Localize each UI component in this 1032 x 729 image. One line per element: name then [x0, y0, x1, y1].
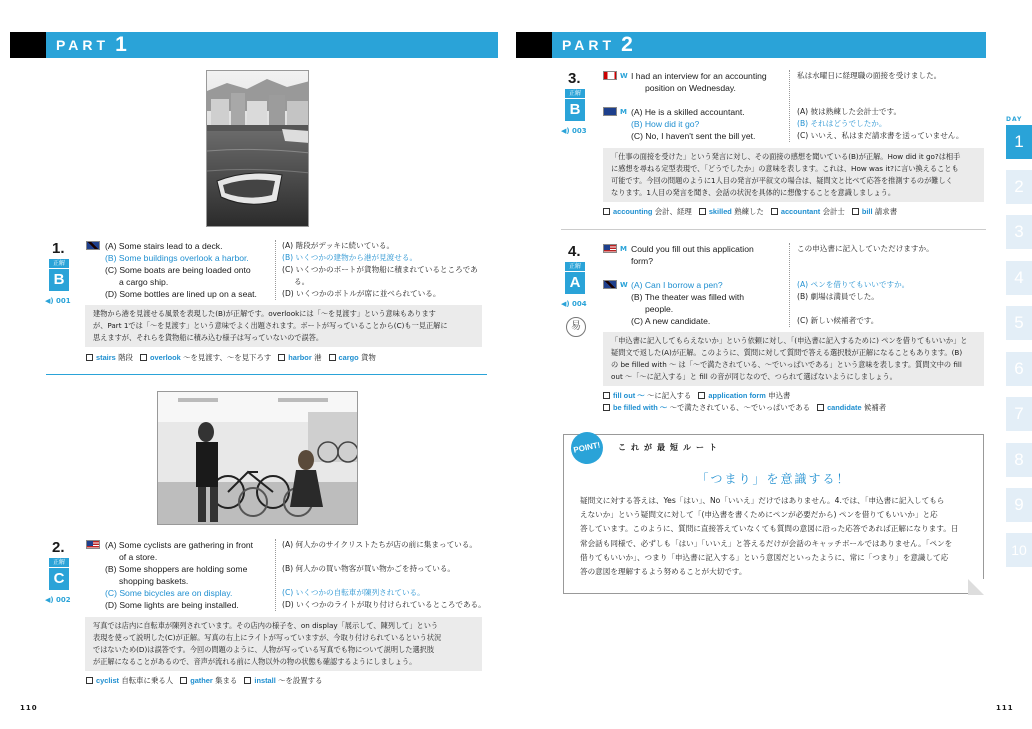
- correct-label: 正解: [49, 259, 69, 268]
- vocab-meaning: 会計士: [822, 207, 845, 216]
- bicycle-shop-photo: [157, 391, 358, 525]
- track-number: 004: [572, 300, 587, 308]
- explanation-line: 疑問文で返した(A)が正解。このように、質問に対して質問で答える選択肢が正解になることもあります。(B): [611, 348, 963, 357]
- q4-choice-b: (B) The theater was filled with: [631, 292, 745, 302]
- q1-choice-a: (A) Some stairs lead to a deck.: [105, 241, 223, 251]
- q3-translation-c: (C) いいえ、私はまだ請求書を送っていません。: [797, 131, 964, 140]
- vocab-meaning: 階段: [118, 353, 133, 362]
- q4-choice-a: (A) Can I borrow a pen?: [631, 280, 723, 290]
- vocab-checkbox[interactable]: [603, 392, 610, 399]
- q3-explanation: [603, 148, 984, 202]
- point-title: 「つまり」を意識する！: [696, 472, 851, 486]
- question-number: 3.: [568, 70, 581, 87]
- q3-vocab: [603, 206, 897, 218]
- q1-translation-d: (D) いくつかのボトルが席に並べられている。: [282, 289, 441, 298]
- explanation-line: 思えますが、それらを貨物船に積み込む様子は写っていないので誤答。: [93, 333, 324, 342]
- q2-vocab: [86, 675, 322, 687]
- speaker-gender: W: [620, 281, 628, 289]
- day-tab-3[interactable]: 3: [1006, 215, 1032, 249]
- column-divider: [789, 70, 790, 142]
- vocab-checkbox[interactable]: [86, 677, 93, 684]
- day-tab-5[interactable]: 5: [1006, 306, 1032, 340]
- explanation-line: の be filled with 〜 は「〜で満たされている、〜でいっぱいである」という意味を表します。質問文中の fill: [611, 360, 962, 369]
- audio-track[interactable]: ◀) 003: [561, 127, 587, 135]
- point-label: これが最短ルート: [618, 443, 722, 452]
- explanation-line: 表現を使って説明した(C)が正解。写真の右上にライトが写っていますが、今取り付けられているという状況: [93, 633, 442, 642]
- question-number: 2.: [52, 539, 65, 556]
- correct-label: 正解: [565, 89, 585, 98]
- column-divider: [789, 243, 790, 327]
- q3-choice-b: (B) How did it go?: [631, 119, 700, 129]
- speaker-gender: M: [620, 108, 627, 116]
- point-body-line: 疑問文に対する答えは、Yes「はい」、No「いいえ」だけではありません。4.では、「申込書に記入してもら: [580, 496, 945, 505]
- vocab-checkbox[interactable]: [86, 354, 93, 361]
- q1-translation-c: (C) いくつかのボートが貨物船に積まれているところであ: [282, 265, 478, 274]
- q4-question: Could you fill out this application: [631, 244, 754, 254]
- vocab-checkbox[interactable]: [699, 208, 706, 215]
- difficulty-easy-icon: 易: [566, 317, 586, 337]
- page-number-left: 110: [20, 704, 38, 712]
- part-word: PART: [562, 37, 616, 53]
- explanation-line: 写真では店内に自転車が陳列されています。その店内の様子を、on display「展示して、陳列して」という: [93, 621, 439, 630]
- q1-translation-c-cont: る。: [294, 277, 310, 286]
- q1-choice-d: (D) Some bottles are lined up on a seat.: [105, 289, 257, 299]
- q2-choice-b: (B) Some shoppers are holding some: [105, 564, 248, 574]
- section-divider: [46, 374, 487, 375]
- vocab-word: be filled with 〜: [613, 403, 668, 412]
- vocab-meaning: 集まる: [215, 676, 238, 685]
- explanation-line: が正解になることがあるので、音声が流れる前に人物以外の物の状態も確認するようにしましょう。: [93, 657, 417, 666]
- part1-header: [10, 32, 498, 58]
- vocab-word: bill: [861, 207, 873, 216]
- day-tab-4[interactable]: 4: [1006, 261, 1032, 295]
- q1-choice-c-cont: a cargo ship.: [119, 277, 169, 287]
- q4-question-translation: この申込書に記入していただけますか。: [797, 244, 934, 253]
- vocab-checkbox[interactable]: [698, 392, 705, 399]
- vocab-meaning: 請求書: [874, 207, 898, 216]
- us-flag-icon: [86, 540, 100, 549]
- part2-header: [516, 32, 986, 58]
- q3-choice-c: (C) No, I haven't sent the bill yet.: [631, 131, 756, 141]
- q2-translation-a: (A) 何人かのサイクリストたちが店の前に集まっている。: [282, 540, 477, 549]
- q2-translation-b: (B) 何人かの買い物客が買い物かごを持っている。: [282, 564, 456, 573]
- q1-choice-c: (C) Some boats are being loaded onto: [105, 265, 251, 275]
- explanation-line: 建物から港を見渡せる風景を表現した(B)が正解です。overlookには「〜を見渡す」という意味もあります: [93, 309, 436, 318]
- vocab-meaning: 熟練した: [734, 207, 764, 216]
- q1-choice-b: (B) Some buildings overlook a harbor.: [105, 253, 249, 263]
- canada-flag-icon: [603, 71, 617, 80]
- q3-translation-a: (A) 彼は熟練した会計士です。: [797, 107, 902, 116]
- vocab-meaning: 申込書: [768, 391, 791, 400]
- part-number: 1: [115, 33, 127, 56]
- explanation-line: 「申込書に記入してもらえないか」という依頼に対し、「(申込書に記入するために) ペンを借りてもいいか」と: [611, 336, 968, 345]
- vocab-word: gather: [190, 676, 213, 685]
- vocab-checkbox[interactable]: [603, 208, 610, 215]
- vocab-meaning: 自転車に乗る人: [121, 676, 174, 685]
- part-header-blue-bar: [552, 32, 986, 58]
- vocab-word: skilled: [708, 207, 732, 216]
- q4-translation-b: (B) 劇場は満員でした。: [797, 292, 879, 301]
- explanation-line: が、Part 1では「〜を見渡す」という意味でよく出題されます。ボートが写っていることから(C)も一見正解に: [93, 321, 448, 330]
- vocab-word: accountant: [780, 207, 821, 216]
- vocab-word: application form: [708, 391, 766, 400]
- vocab-meaning: 〜に記入する: [646, 391, 692, 400]
- track-number: 003: [572, 127, 587, 135]
- vocab-word: cyclist: [96, 676, 120, 685]
- audio-track[interactable]: ◀) 001: [45, 297, 71, 305]
- point-body-line: 常会話も同様で、必ずしも「はい」「いいえ」と答えるだけが会話のキャッチボールではありません。「ペンを: [580, 538, 953, 548]
- track-number: 002: [56, 596, 71, 604]
- point-body-line: 借りてもいいか」、つまり「申込書に記入する」という意図だといったように、常に「つまり」を意識して応: [580, 552, 949, 562]
- track-number: 001: [56, 297, 71, 305]
- vocab-checkbox[interactable]: [852, 208, 859, 215]
- point-badge: POINT!: [568, 429, 606, 467]
- vocab-meaning: 候補者: [863, 403, 887, 412]
- explanation-line: ではないため(D)は誤答です。今回の問題のように、人物が写っている写真でも物について説明した選択肢: [93, 645, 435, 654]
- q4-translation-a: (A) ペンを借りてもいいですか。: [797, 280, 910, 289]
- explanation-line: 「仕事の面接を受けた」という発言に対し、その面接の感想を聞いている(B)が正解。How did it go?は相手: [611, 152, 961, 161]
- q4-vocab-row2: [603, 402, 886, 414]
- part-header-black-bar: [516, 32, 552, 58]
- day-tab-2[interactable]: 2: [1006, 170, 1032, 204]
- question-number: 1.: [52, 240, 65, 257]
- q2-choice-a: (A) Some cyclists are gathering in front: [105, 540, 254, 550]
- point-body-line: 答の意図を理解するよう努めることが大切です。: [580, 567, 747, 577]
- day-label: DAY: [1006, 116, 1023, 123]
- q1-translation-a: (A) 階段がデッキに続いている。: [282, 241, 395, 250]
- q3-translation-b: (B) それはどうでしたか。: [797, 119, 887, 128]
- speaker-gender: W: [620, 72, 628, 80]
- point-body: [580, 494, 976, 579]
- column-divider: [275, 539, 276, 611]
- vocab-word: overlook: [149, 353, 181, 362]
- vocab-checkbox[interactable]: [278, 354, 285, 361]
- explanation-line: out 〜「〜に記入する」と fill の音が同じなので、つられて選ばないようにしましょう。: [611, 372, 897, 381]
- vocab-checkbox[interactable]: [603, 404, 610, 411]
- explanation-line: なります。1人目の発言を聞き、会話の状況を具体的に想像することを意識しましょう。: [611, 188, 896, 197]
- vocab-checkbox[interactable]: [180, 677, 187, 684]
- speaker-gender: M: [620, 245, 627, 253]
- vocab-meaning: 港: [314, 353, 322, 362]
- vocab-meaning: 〜を見渡す、〜を見下ろす: [183, 353, 272, 362]
- audio-track[interactable]: ◀) 004: [561, 300, 587, 308]
- day-tab-1[interactable]: 1: [1006, 125, 1032, 159]
- vocab-word: install: [254, 676, 276, 685]
- answer-box: A: [565, 272, 585, 294]
- harbor-photo: [206, 70, 309, 227]
- q4-question-cont: form?: [631, 256, 653, 266]
- vocab-word: cargo: [338, 353, 359, 362]
- column-divider: [275, 240, 276, 300]
- answer-box: B: [565, 99, 585, 121]
- point-body-line: えないか」という疑問文に対して「(申込書を書くためにペンが必要だから) ペンを借りてもいいか」と応: [580, 510, 938, 520]
- q1-translation-b: (B) いくつかの建物から港が見渡せる。: [282, 253, 418, 262]
- vocab-checkbox[interactable]: [244, 677, 251, 684]
- question-number: 4.: [568, 243, 581, 260]
- australia-flag-icon: [603, 107, 617, 116]
- q1-explanation: [85, 305, 482, 347]
- explanation-line: 可能です。今回の問題のように1人目の発言が平叙文の場合は、疑問文と比べて応答を推測するのが難しく: [611, 176, 953, 185]
- answer-box: C: [49, 568, 69, 590]
- correct-label: 正解: [49, 558, 69, 567]
- uk-flag-icon: [86, 241, 100, 250]
- q3-choice-a: (A) He is a skilled accountant.: [631, 107, 745, 117]
- q2-choice-c: (C) Some bicycles are on display.: [105, 588, 233, 598]
- part-word: PART: [56, 37, 110, 53]
- q3-question: I had an interview for an accounting: [631, 71, 767, 81]
- vocab-checkbox[interactable]: [771, 208, 778, 215]
- answer-box: B: [49, 269, 69, 291]
- us-flag-icon: [603, 244, 617, 253]
- vocab-meaning: 貨物: [361, 353, 376, 362]
- section-divider: [561, 229, 986, 230]
- q4-choice-c: (C) A new candidate.: [631, 316, 711, 326]
- vocab-checkbox[interactable]: [817, 404, 824, 411]
- q3-question-cont: position on Wednesday.: [645, 83, 736, 93]
- q4-vocab-row1: [603, 390, 790, 402]
- day-tab-7[interactable]: 7: [1006, 397, 1032, 431]
- q1-vocab: [86, 352, 376, 364]
- q2-translation-c: (C) いくつかの自転車が陳列されている。: [282, 588, 425, 597]
- day-tab-9[interactable]: 9: [1006, 488, 1032, 522]
- q4-choice-b-cont: people.: [645, 304, 674, 314]
- page-fold-corner: [968, 579, 984, 595]
- audio-track[interactable]: ◀) 002: [45, 596, 71, 604]
- vocab-meaning: 会計、経理: [654, 207, 692, 216]
- q4-translation-c: (C) 新しい候補者です。: [797, 316, 879, 325]
- vocab-meaning: 〜で満たされている、〜でいっぱいである: [669, 403, 810, 412]
- uk-flag-icon: [603, 280, 617, 289]
- q2-choice-a-cont: of a store.: [119, 552, 158, 562]
- day-tab-10[interactable]: 10: [1006, 533, 1032, 567]
- vocab-word: candidate: [827, 403, 862, 412]
- vocab-word: accounting: [613, 207, 653, 216]
- correct-label: 正解: [565, 262, 585, 271]
- q2-choice-d: (D) Some lights are being installed.: [105, 600, 239, 610]
- day-tab-8[interactable]: 8: [1006, 443, 1032, 477]
- vocab-word: fill out 〜: [613, 391, 645, 400]
- vocab-checkbox[interactable]: [329, 354, 336, 361]
- q2-choice-b-cont: shopping baskets.: [119, 576, 189, 586]
- q2-translation-d: (D) いくつかのライトが取り付けられているところである。: [282, 600, 486, 609]
- vocab-checkbox[interactable]: [140, 354, 147, 361]
- vocab-word: stairs: [96, 353, 116, 362]
- vocab-word: harbor: [288, 353, 312, 362]
- day-tab-6[interactable]: 6: [1006, 352, 1032, 386]
- point-body-line: 答しています。このように、質問に直接答えていなくても質問の意図に沿った応答であれば正解になります。日: [580, 524, 959, 534]
- page-number-right: 111: [996, 704, 1014, 712]
- vocab-meaning: 〜を設置する: [278, 676, 323, 685]
- q4-explanation: [603, 332, 984, 386]
- part-header-black-bar: [10, 32, 46, 58]
- part-number: 2: [621, 33, 633, 56]
- explanation-line: に感想を尋ねる定型表現で、「どうでしたか」の意味を表します。これは、How was it?に言い換えることも: [611, 164, 959, 173]
- q2-explanation: [85, 617, 482, 671]
- part-header-blue-bar: [46, 32, 498, 58]
- q3-question-translation: 私は水曜日に経理職の面接を受けました。: [797, 71, 942, 80]
